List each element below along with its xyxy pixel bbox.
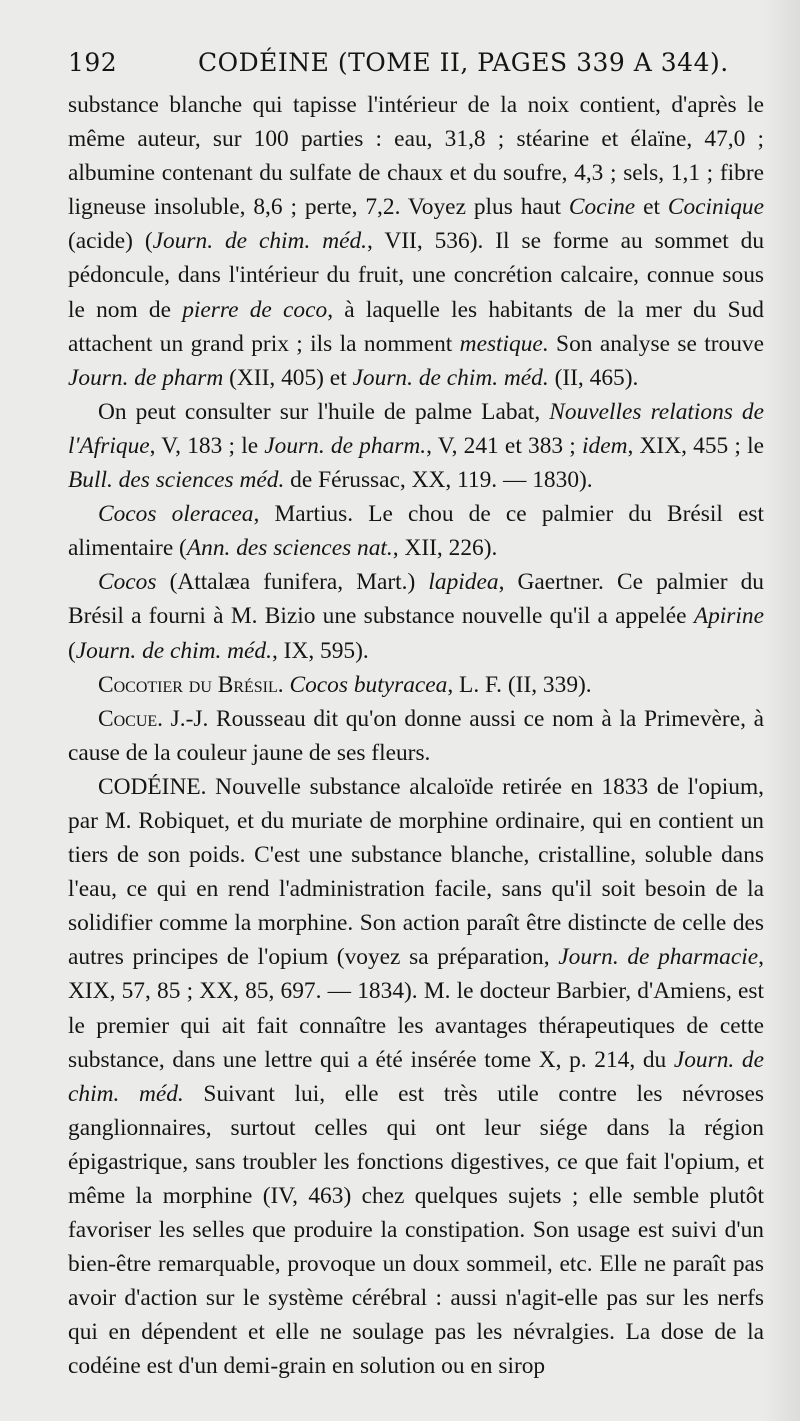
text-run: ( [68,637,76,664]
italic-text: Journ. de pharm [68,364,224,391]
italic-text: Bull. des sciences méd. [68,467,285,494]
text-run: Son analyse se trouve [548,330,764,357]
paragraph [68,395,764,497]
italic-text: idem [582,432,628,459]
paragraph [68,497,764,565]
text-run: de Férussac, XX, 119. — 1830). [284,467,593,494]
italic-text: Journ. de chim. méd. [68,1046,764,1107]
italic-text: Cocos [98,569,157,596]
text-run: J.-J. Rousseau dit qu'on donne aussi ce nom à la Primevère, à cause de la couleur jaune de ses fleurs. [68,705,764,766]
italic-text: Cocos butyracea [289,671,448,698]
paragraph [68,565,764,667]
text-run: (XII, 405) et [223,364,353,391]
text-run: , Martius. Le chou de ce palmier du Brésil est alimentaire ( [68,501,764,562]
italic-text: Journ. de chim. méd. [352,364,549,391]
body-text [68,88,764,1384]
small-caps-text: Cocotier du Brésil. [98,671,284,698]
text-run: CODÉINE. [98,773,207,800]
italic-text: pierre de coco [182,296,328,323]
italic-text: Cocine [568,194,636,221]
text-run: (Attalæa funifera, Mart.) [156,569,429,596]
paragraph [68,88,764,395]
text-run: , VII, 536). Il se forme au sommet du pédoncule, dans l'intérieur du fruit, une concrétion calcaire, connue sous le nom de [68,228,765,323]
italic-text: Journ. de chim. méd. [75,637,272,664]
text-run: (acide) ( [68,228,153,255]
text-run: On peut consulter sur l'huile de palme Labat, [98,398,550,425]
italic-text: Cocinique [667,194,764,221]
page-number: 192 [68,48,118,77]
italic-text: Ann. des sciences nat. [186,535,393,562]
text-run: , à laquelle les habitants de la mer du Sud attachent un grand prix ; ils la nomment [68,296,765,357]
running-title: CODÉINE (TOME II, PAGES 339 A 344). [198,48,729,77]
text-run: , V, 241 et 383 ; [426,432,582,459]
text-run: , IX, 595). [271,637,369,664]
text-run: substance blanche qui tapisse l'intérieur de la noix contient, d'après le même auteur, sur 100 parties : eau, 31,8 ; stéarine et élaïne, 47,0 ; albumine contenant du sulfate de chaux et du soufre, 4,3 ; sels, 1,1 ; fibre ligneuse insoluble, 8,6 ; perte, 7,2. Voyez plus haut [68,92,764,221]
running-header [68,48,764,88]
text-run: Nouvelle substance alcaloïde retirée en 1833 de l'opium, par M. Robiquet, et du muriate de morphine ordinaire, qui en contient un tiers de son poids. C'est une substance blanche, cristalline, soluble dans l'eau, ce qui en rend l'administration facile, sans qu'il soit besoin de la solidifier comme la morphine. Son action paraît être distincte de celle des autres principes de l'opium (voyez sa préparation, [68,773,764,971]
italic-text: Journ. de pharm. [264,432,427,459]
italic-text: Nouvelles relations de l'Afrique [68,398,764,459]
text-run: , XIX, 57, 85 ; XX, 85, 697. — 1834). M. le docteur Barbier, d'Amiens, est le premier qui ait fait connaître les avantages thérapeutiques de cette substance, dans une lettre qui a été insérée tome X, p. 214, du [68,944,764,1073]
text-run: , XIX, 455 ; le [627,432,764,459]
italic-text: Journ. de chim. méd. [152,228,368,255]
italic-text: mestique. [459,330,549,357]
text-run: et [635,194,668,221]
text-run: , V, 183 ; le [149,432,265,459]
italic-text: Journ. de pharmacie [558,944,759,971]
text-run: Suivant lui, elle est très utile contre les névroses ganglionnaires, surtout celles qui ont leur siége dans la région épigastrique, sans troubler les fonctions digestives, ce que fait l'opium, et même la morphine (IV, 463) chez quelques sujets ; elle semble plutôt favoriser les selles que produire la constipation. Son usage est suivi d'un bien-être remarquable, provoque un doux sommeil, etc. Elle ne paraît pas avoir d'action sur le système cérébral : aussi n'agit-elle pas sur les nerfs qui en dépendent et elle ne soulage pas les névralgies. La dose de la codéine est d'un demi-grain en solution ou en sirop [68,1080,764,1380]
text-run: , XII, 226). [392,535,498,562]
italic-text: Apirine [693,603,764,630]
paragraph [68,668,764,702]
text-run: (II, 465). [548,364,639,391]
small-caps-text: Cocue. [98,705,164,732]
italic-text: Cocos oleracea [98,501,254,528]
text-run: , Gaertner. Ce palmier du Brésil a fourni à M. Bizio une substance nouvelle qu'il a appelée [68,569,765,630]
page-edge-shadow [764,0,800,1421]
text-run: , L. F. (II, 339). [447,671,592,698]
italic-text: lapidea [428,569,499,596]
paragraph [68,770,764,1384]
paragraph [68,702,764,770]
